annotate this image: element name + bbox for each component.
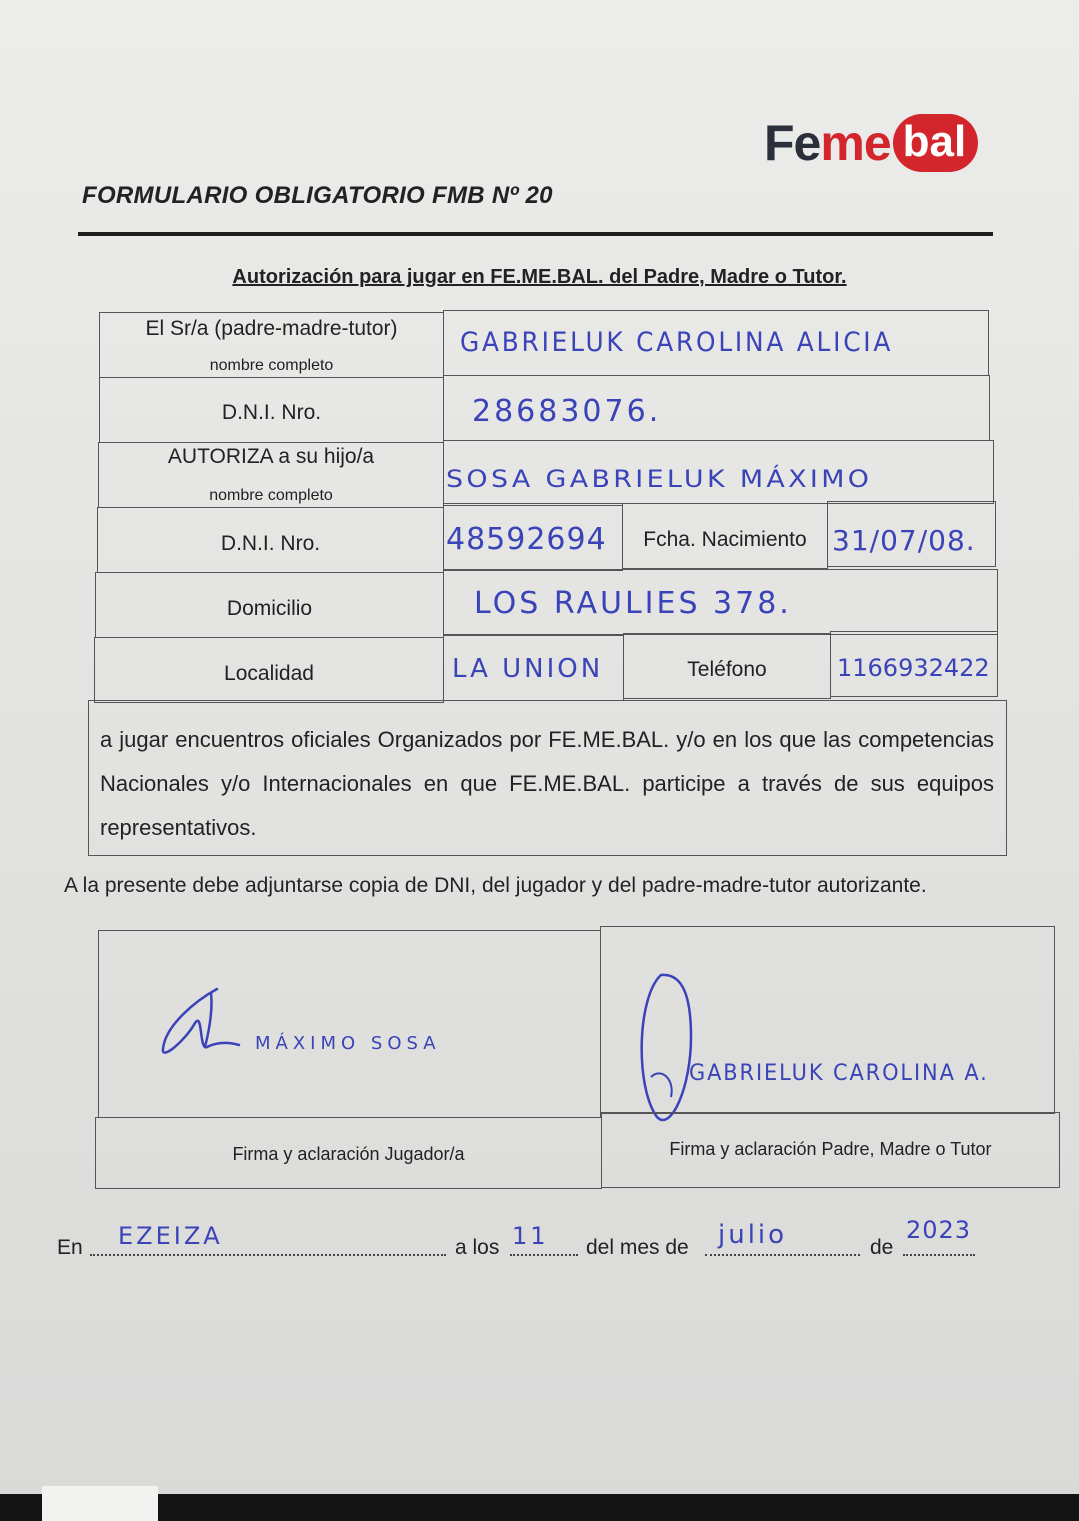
- phone-cell[interactable]: [830, 631, 998, 697]
- city-value: LA UNION: [452, 654, 604, 684]
- guardian-signature-text: GABRIELUK CAROLINA A.: [689, 1061, 989, 1086]
- address-label-cell: [95, 572, 444, 638]
- day-value[interactable]: 11: [512, 1222, 549, 1250]
- bottom-paper-tab: [42, 1486, 158, 1521]
- player-signature-box[interactable]: [98, 930, 601, 1118]
- player-signature-label: Firma y aclaración Jugador/a: [232, 1144, 465, 1164]
- guardian-dni-label: D.N.I. Nro.: [221, 401, 322, 424]
- birth-date-label: Fcha. Nacimiento: [643, 528, 807, 551]
- title-divider: [78, 232, 993, 236]
- month-value[interactable]: julio: [718, 1220, 788, 1250]
- month-dots: [705, 1254, 860, 1256]
- phone-value: 1166932422: [837, 654, 990, 682]
- address-value: LOS RAULIES 378.: [474, 586, 792, 621]
- month-prefix: del mes de: [586, 1236, 689, 1259]
- child-label-cell: [98, 442, 444, 508]
- bottom-edge-bar: [0, 1494, 1079, 1521]
- city-label: Localidad: [224, 662, 314, 685]
- child-dni-cell[interactable]: [443, 505, 623, 571]
- year-value[interactable]: 2023: [906, 1216, 972, 1244]
- child-dni-value: 48592694: [446, 522, 607, 557]
- guardian-label: El Sr/a (padre-madre-tutor): [145, 317, 398, 340]
- birth-date-value: 31/07/08.: [832, 524, 976, 557]
- form-title: FORMULARIO OBLIGATORIO FMB Nº 20: [82, 182, 553, 209]
- guardian-name-value: GABRIELUK CAROLINA ALICIA: [460, 327, 894, 358]
- year-prefix: de: [870, 1236, 894, 1259]
- guardian-signature-label: Firma y aclaración Padre, Madre o Tutor: [669, 1139, 992, 1159]
- place-value[interactable]: EZEIZA: [118, 1222, 223, 1250]
- child-name-hint: nombre completo: [209, 487, 333, 504]
- guardian-dni-value: 28683076.: [472, 394, 662, 429]
- guardian-name-cell[interactable]: [443, 310, 989, 376]
- date-at-the: a los: [455, 1236, 500, 1259]
- guardian-signature-loop: [631, 967, 701, 1127]
- city-cell[interactable]: [443, 635, 624, 701]
- femebal-logo: Fe me bal: [764, 112, 978, 174]
- dni-copy-notice: A la presente debe adjuntarse copia de DNI, del jugador y del padre-madre-tutor autorizante.: [64, 874, 927, 897]
- player-signature-label-cell: [95, 1117, 602, 1189]
- address-label: Domicilio: [226, 597, 313, 620]
- child-dni-label-cell: [97, 507, 444, 573]
- guardian-signature-label-cell: [601, 1112, 1060, 1188]
- birth-date-cell[interactable]: [827, 501, 996, 567]
- player-signature-scribble: [155, 981, 245, 1061]
- authorization-paragraph: a jugar encuentros oficiales Organizados por FE.ME.BAL. y/o en los que las competencias Nacionales y/o Internacionales en que FE.ME.BAL. participe a través de sus equipos representativos.: [100, 727, 994, 840]
- guardian-signature-box[interactable]: [600, 926, 1055, 1114]
- birth-label-cell: [622, 503, 828, 569]
- form-subtitle: Autorización para jugar en FE.ME.BAL. del Padre, Madre o Tutor.: [232, 266, 847, 288]
- guardian-dni-cell[interactable]: [443, 375, 990, 441]
- day-dots: [510, 1254, 578, 1256]
- phone-label: Teléfono: [687, 658, 767, 681]
- place-dots: [90, 1254, 446, 1256]
- guardian-dni-label-cell: [99, 377, 444, 443]
- address-cell[interactable]: [443, 569, 998, 635]
- guardian-label-cell: [99, 312, 444, 378]
- city-label-cell: [94, 637, 444, 703]
- guardian-name-hint: nombre completo: [209, 357, 334, 374]
- phone-label-cell: [623, 633, 831, 699]
- authorizes-label: AUTORIZA a su hijo/a: [167, 445, 375, 468]
- child-name-cell[interactable]: [443, 440, 994, 504]
- year-dots: [903, 1254, 975, 1256]
- child-name-value: SOSA GABRIELUK MÁXIMO: [446, 465, 873, 493]
- player-signature-text: MÁXIMO SOSA: [255, 1033, 441, 1054]
- date-prefix: En: [57, 1236, 83, 1259]
- child-dni-label: D.N.I. Nro.: [220, 532, 321, 555]
